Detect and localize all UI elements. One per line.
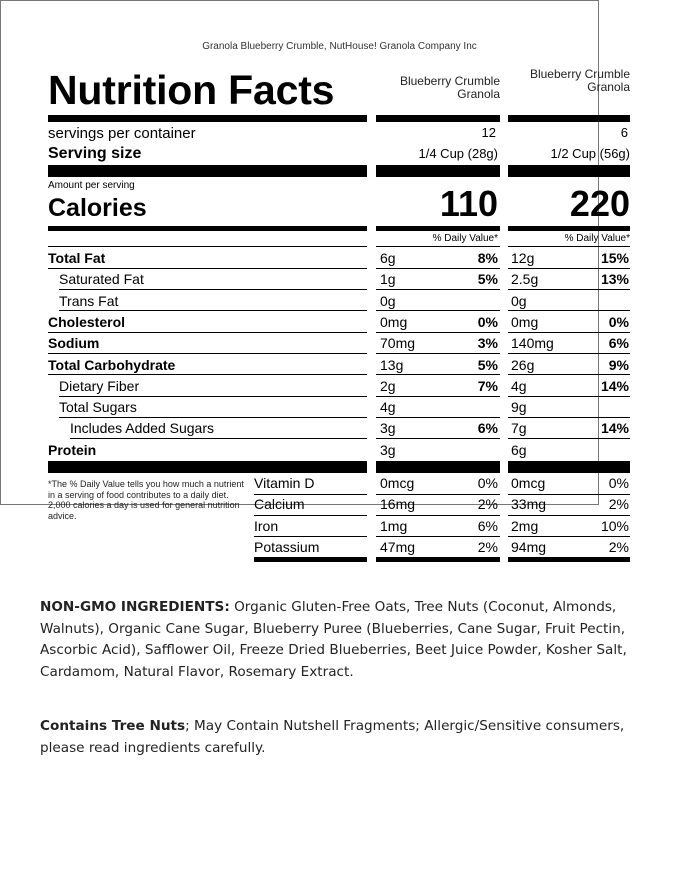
calories-value-1: 110 (439, 183, 498, 224)
vitamin-amount-1: 47mg (380, 538, 416, 555)
servings-value-1: 12 (481, 125, 496, 140)
row-divider (48, 332, 367, 333)
row-divider (508, 289, 630, 290)
row-divider (376, 246, 500, 247)
row-divider (376, 536, 500, 537)
nutrient-amount-2: 9g (511, 399, 527, 416)
nutrient-name: Total Sugars (59, 399, 137, 416)
row-divider (508, 536, 630, 537)
nutrient-amount-1: 70mg (380, 335, 416, 352)
calories-label: Calories (48, 194, 147, 222)
vitamin-amount-1: 0mcg (380, 475, 415, 491)
nutrient-amount-2: 2.5g (511, 271, 539, 288)
calories-value-2: 220 (569, 183, 630, 224)
row-divider (376, 374, 500, 375)
row-divider (508, 246, 630, 247)
row-divider (376, 396, 500, 397)
row-divider (254, 494, 367, 495)
nutrient-amount-1: 0g (380, 292, 396, 309)
vitamin-amount-2: 33mg (511, 496, 547, 513)
vitamin-dv-2: 10% (600, 517, 629, 534)
nutrient-amount-2: 6g (511, 441, 527, 458)
nutrient-dv-2: 0% (608, 313, 629, 330)
row-divider (48, 374, 367, 375)
nutrient-dv-1: 6% (477, 420, 498, 437)
divider-bar (48, 461, 367, 473)
daily-value-footnote: *The % Daily Value tells you how much a nutrient in a serving of food contributes to a daily diet. 2,000 calories a day is used for general nutrition advice. (48, 479, 244, 521)
row-divider (376, 494, 500, 495)
nutrient-amount-1: 4g (380, 399, 396, 416)
nutrient-dv-2: 13% (600, 271, 629, 288)
row-divider (508, 374, 630, 375)
vitamin-amount-2: 0mcg (511, 475, 546, 491)
serving-size-value-1: 1/4 Cup (28g) (418, 146, 498, 161)
nutrient-amount-2: 4g (511, 377, 527, 394)
nutrition-facts-title: Nutrition Facts (48, 67, 335, 113)
nutrient-name: Total Carbohydrate (48, 356, 176, 373)
vitamin-amount-1: 16mg (380, 496, 416, 513)
nutrient-dv-2: 9% (608, 356, 629, 373)
vitamin-dv-2: 2% (608, 496, 629, 513)
row-divider (376, 438, 500, 439)
nutrient-amount-1: 13g (380, 356, 404, 373)
vitamin-dv-1: 2% (477, 538, 498, 555)
divider-bar (376, 165, 500, 177)
row-divider (508, 438, 630, 439)
nutrient-amount-1: 6g (380, 250, 396, 266)
nutrient-dv-2: 14% (600, 377, 629, 394)
divider-bar (254, 557, 367, 562)
allergen-heading: Contains Tree Nuts (40, 718, 186, 734)
divider-bar (376, 226, 500, 231)
row-divider (376, 332, 500, 333)
vitamin-dv-2: 0% (608, 475, 629, 491)
row-divider (508, 353, 630, 354)
nutrient-name: Total Fat (48, 250, 106, 266)
nutrient-amount-1: 0mg (380, 313, 408, 330)
nutrient-amount-1: 1g (380, 271, 396, 288)
nutrient-name: Trans Fat (59, 292, 119, 309)
amount-per-serving-label: Amount per serving (48, 180, 135, 191)
row-divider (508, 515, 630, 516)
vitamin-name: Vitamin D (254, 475, 315, 491)
nutrient-amount-2: 26g (511, 356, 535, 373)
daily-value-header-1: % Daily Value* (432, 233, 498, 244)
allergen-paragraph (40, 716, 650, 759)
servings-value-2: 6 (620, 125, 628, 140)
serving-size-label: Serving size (48, 145, 142, 162)
nutrient-dv-1: 5% (477, 271, 498, 288)
divider-bar (376, 461, 500, 473)
row-divider (48, 268, 367, 269)
nutrient-name: Dietary Fiber (59, 377, 140, 394)
nutrient-amount-1: 3g (380, 441, 396, 458)
column-1-header (376, 75, 500, 101)
nutrient-dv-1: 8% (477, 250, 498, 266)
row-divider (376, 310, 500, 311)
vitamin-dv-1: 2% (477, 496, 498, 513)
vitamin-name: Potassium (254, 538, 320, 555)
vitamin-dv-1: 6% (477, 517, 498, 534)
nutrient-name: Protein (48, 441, 97, 458)
row-divider (508, 332, 630, 333)
column-2-name-line2: Granola (587, 80, 630, 94)
divider-bar (508, 461, 630, 473)
row-divider (508, 494, 630, 495)
nutrient-dv-1: 3% (477, 335, 498, 352)
row-divider (508, 310, 630, 311)
vitamin-name: Iron (254, 517, 279, 534)
row-divider (70, 438, 367, 439)
nutrient-amount-2: 140mg (511, 335, 554, 352)
row-divider (376, 417, 500, 418)
vitamin-amount-2: 2mg (511, 517, 539, 534)
row-divider (508, 268, 630, 269)
row-divider (48, 353, 367, 354)
ingredients-paragraph (40, 597, 650, 683)
nutrient-amount-2: 0g (511, 292, 527, 309)
vitamin-name: Calcium (254, 496, 305, 513)
allergen-text: ; May Contain Nutshell Fragments; Allergic/Sensitive consumers, please read ingredients carefully. (40, 718, 625, 756)
row-divider (508, 417, 630, 418)
nutrient-name: Saturated Fat (59, 271, 144, 288)
row-divider (59, 396, 367, 397)
divider-bar (376, 115, 500, 122)
nutrient-amount-1: 3g (380, 420, 396, 437)
row-divider (376, 268, 500, 269)
divider-bar (376, 557, 500, 562)
column-2-name: Blueberry Crumble (529, 67, 630, 81)
divider-bar (48, 165, 367, 177)
row-divider (59, 310, 367, 311)
divider-bar (508, 226, 630, 231)
row-divider (59, 417, 367, 418)
ingredients-text: Organic Gluten-Free Oats, Tree Nuts (Coconut, Almonds, Walnuts), Organic Cane Sugar, Blueberry Puree (Blueberries, Cane Sugar, Fruit Pectin, Ascorbic Acid), Safflower Oil, Freeze Dried Blueberries, Beet Juice Powder, Kosher Salt, Cardamom, Natural Flavor, Rosemary Extract. (40, 599, 627, 680)
vitamin-amount-2: 94mg (511, 538, 547, 555)
divider-bar (48, 115, 367, 122)
nutrient-name: Cholesterol (48, 313, 126, 330)
nutrient-dv-1: 0% (477, 313, 498, 330)
divider-bar (508, 165, 630, 177)
divider-bar (508, 557, 630, 562)
nutrient-dv-2: 14% (600, 420, 629, 437)
servings-label: servings per container (48, 125, 196, 142)
row-divider (48, 246, 367, 247)
row-divider (508, 396, 630, 397)
divider-bar (508, 115, 630, 122)
nutrient-dv-2: 15% (600, 250, 629, 266)
row-divider (254, 536, 367, 537)
row-divider (59, 289, 367, 290)
row-divider (376, 289, 500, 290)
nutrient-name: Sodium (48, 335, 100, 352)
nutrient-dv-2: 6% (608, 335, 629, 352)
daily-value-header-2: % Daily Value* (564, 233, 630, 244)
vitamin-dv-2: 2% (608, 538, 629, 555)
column-1-name-line2: Granola (457, 87, 500, 101)
nutrient-amount-2: 0mg (511, 313, 539, 330)
document-title: Granola Blueberry Crumble, NutHouse! Granola Company Inc (202, 41, 477, 52)
vitamin-amount-1: 1mg (380, 517, 408, 534)
nutrient-amount-1: 2g (380, 377, 396, 394)
row-divider (376, 353, 500, 354)
row-divider (376, 515, 500, 516)
ingredients-heading: NON-GMO INGREDIENTS: (40, 599, 230, 615)
column-1-name: Blueberry Crumble (399, 74, 500, 88)
nutrient-dv-1: 7% (477, 377, 498, 394)
column-2-header (508, 68, 630, 94)
divider-bar (48, 226, 367, 231)
nutrient-name: Includes Added Sugars (70, 420, 214, 437)
vitamin-dv-1: 0% (477, 475, 498, 491)
nutrient-amount-2: 12g (511, 250, 535, 266)
nutrient-dv-1: 5% (477, 356, 498, 373)
row-divider (254, 515, 367, 516)
serving-size-value-2: 1/2 Cup (56g) (550, 146, 630, 161)
nutrient-amount-2: 7g (511, 420, 527, 437)
